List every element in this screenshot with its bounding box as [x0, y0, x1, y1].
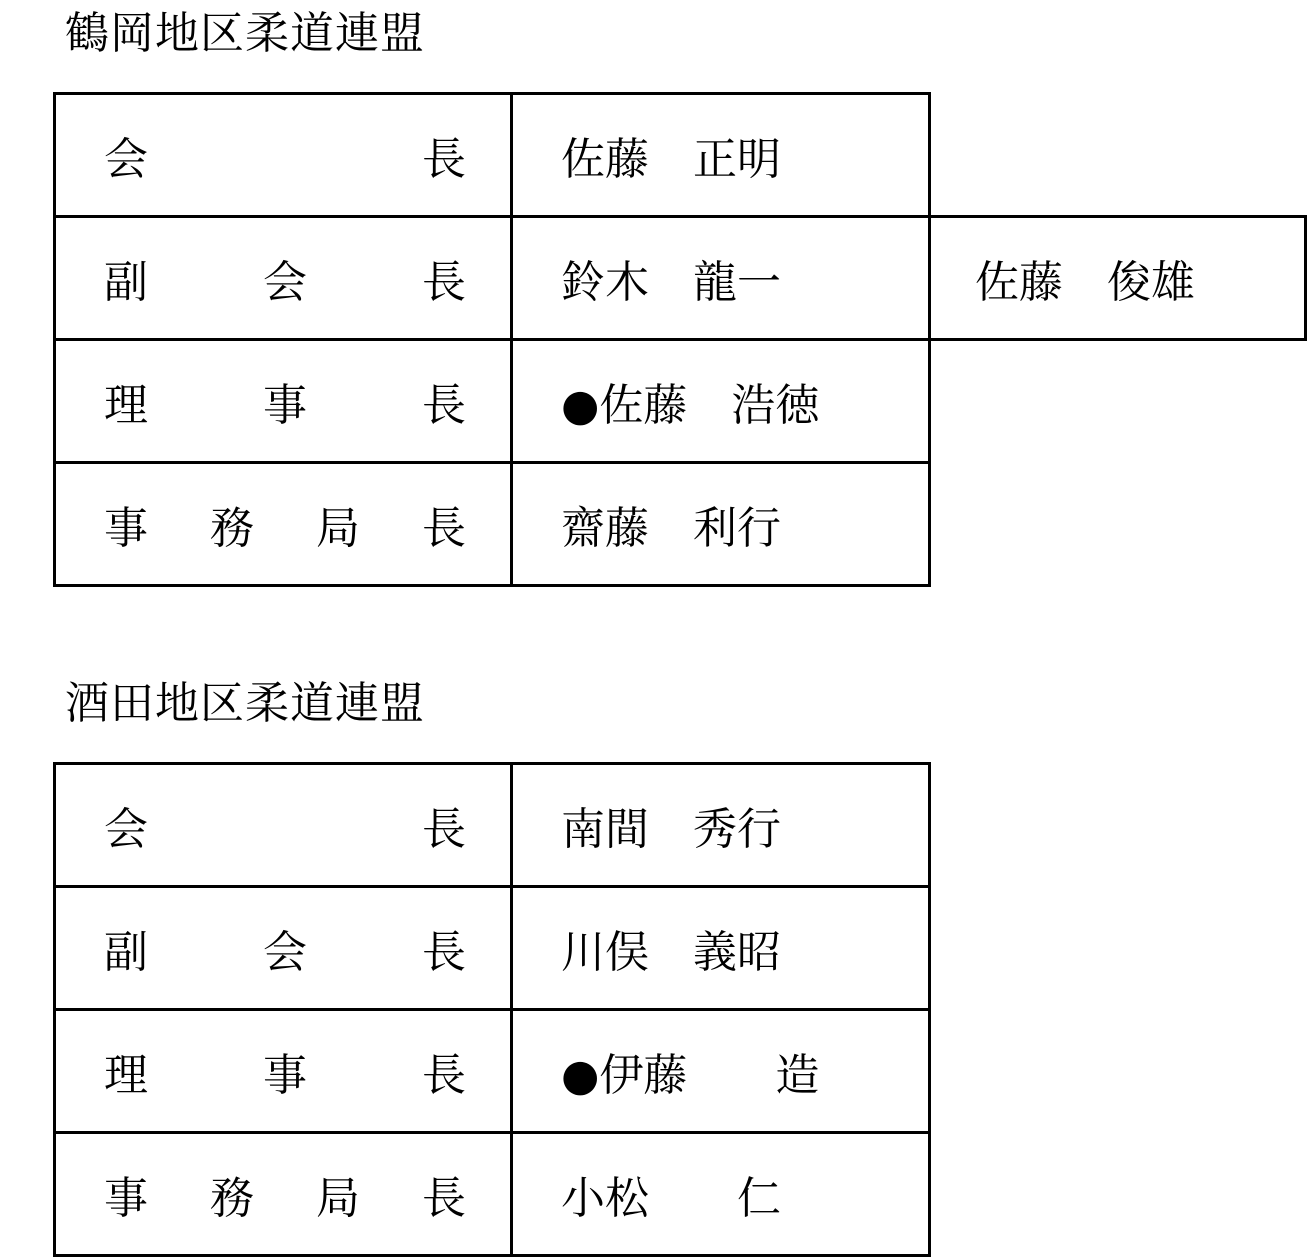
- role-label: 理 事 長: [104, 1050, 466, 1101]
- role-cell: [53, 92, 513, 218]
- name-cell: [510, 1131, 931, 1257]
- role-cell: [53, 338, 513, 464]
- role-cell: [53, 461, 513, 587]
- officer-name: 齋藤 利行: [561, 503, 781, 554]
- role-label: 会 長: [104, 134, 466, 185]
- extra-name-cell: [928, 215, 1307, 341]
- section-title-sakata: 酒田地区柔道連盟: [65, 678, 425, 729]
- role-label: 事 務 局 長: [104, 1173, 466, 1224]
- name-cell: [510, 1008, 931, 1134]
- officer-name: 佐藤 俊雄: [975, 257, 1195, 308]
- role-label: 副 会 長: [104, 927, 466, 978]
- table-row: [53, 762, 931, 885]
- officer-name: ●佐藤 浩徳: [561, 380, 820, 431]
- table-row: [53, 461, 931, 584]
- table-row: [53, 1131, 931, 1254]
- role-label: 会 長: [104, 804, 466, 855]
- role-label: 事 務 局 長: [104, 503, 466, 554]
- officer-name: 南間 秀行: [561, 804, 781, 855]
- role-cell: [53, 1008, 513, 1134]
- role-cell: [53, 1131, 513, 1257]
- officer-name: 川俣 義昭: [561, 927, 781, 978]
- officer-name: 鈴木 龍一: [561, 257, 781, 308]
- officer-name: 小松 仁: [561, 1173, 781, 1224]
- role-cell: [53, 215, 513, 341]
- role-cell: [53, 885, 513, 1011]
- table-row: [53, 215, 931, 338]
- table-row: [53, 338, 931, 461]
- role-label: 理 事 長: [104, 380, 466, 431]
- name-cell: [510, 338, 931, 464]
- role-cell: [53, 762, 513, 888]
- name-cell: [510, 215, 931, 341]
- officer-name: ●伊藤 造: [561, 1050, 820, 1101]
- name-cell: [510, 762, 931, 888]
- name-cell: [510, 461, 931, 587]
- name-cell: [510, 92, 931, 218]
- role-label: 副 会 長: [104, 257, 466, 308]
- officers-table-sakata: [53, 762, 931, 1254]
- table-row: [53, 1008, 931, 1131]
- section-title-tsuruoka: 鶴岡地区柔道連盟: [65, 8, 425, 59]
- table-row: [53, 885, 931, 1008]
- table-row: [53, 92, 931, 215]
- officer-name: 佐藤 正明: [561, 134, 781, 185]
- officers-table-tsuruoka: [53, 92, 1195, 584]
- name-cell: [510, 885, 931, 1011]
